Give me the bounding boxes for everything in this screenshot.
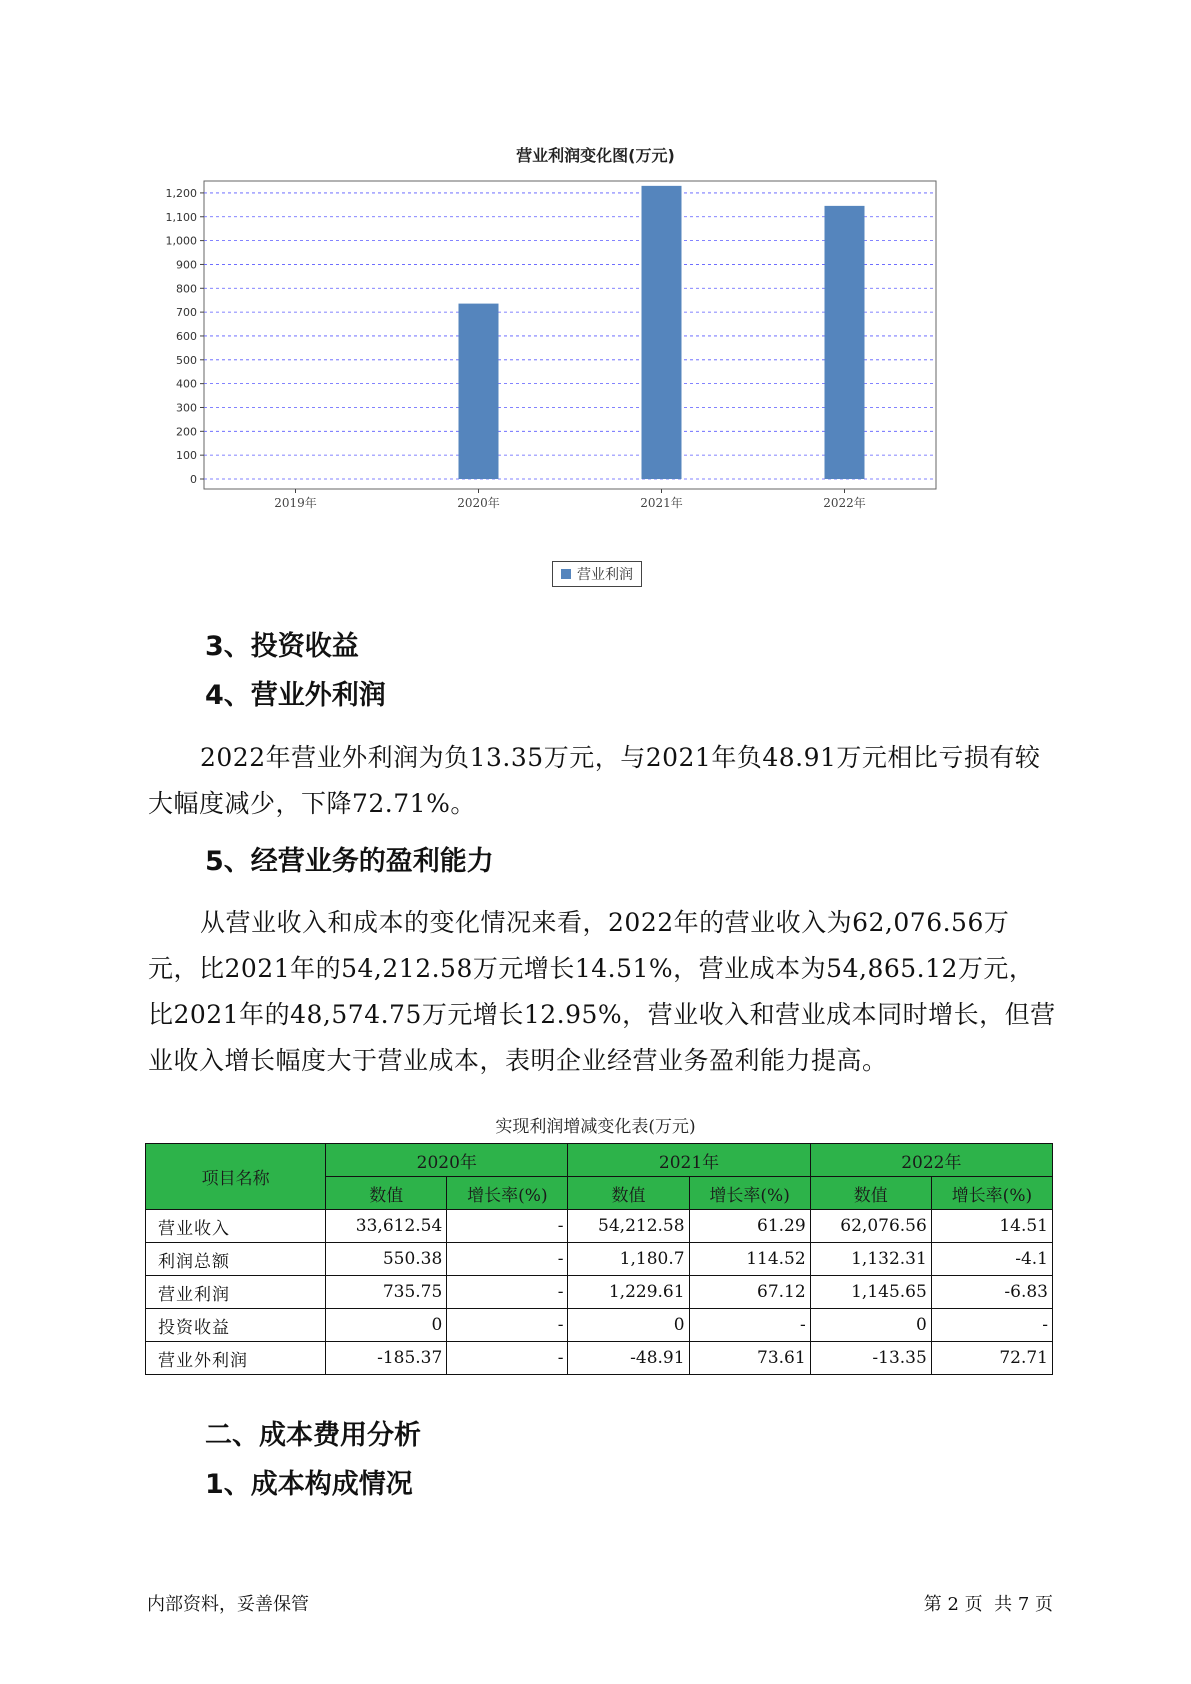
y-tick-label: 300 <box>176 401 197 415</box>
cell-growth-rate: - <box>447 1276 568 1309</box>
row-label: 营业利润 <box>146 1276 326 1309</box>
cell-value: 33,612.54 <box>326 1210 447 1243</box>
cell-value: 54,212.58 <box>568 1210 689 1243</box>
x-tick-label: 2021年 <box>640 496 683 510</box>
section-5-paragraph: 从营业收入和成本的变化情况来看，2022年的营业收入为62,076.56万元，比2021年的54,212.58万元增长14.51%，营业成本为54,865.12万元，比2021年的48,574.75万元增长12.95%，营业收入和营业成本同时增长，但营业收入增长幅度大于营业成本，表明企业经营业务盈利能力提高。 <box>148 908 1056 1075</box>
cell-growth-rate: -6.83 <box>931 1276 1052 1309</box>
x-tick-label: 2020年 <box>457 496 500 510</box>
header-rate: 增长率(%) <box>447 1177 568 1210</box>
cell-growth-rate: 61.29 <box>689 1210 810 1243</box>
section-4-paragraph: 2022年营业外利润为负13.35万元，与2021年负48.91万元相比亏损有较大幅度减少，下降72.71%。 <box>148 743 1041 818</box>
y-tick-label: 400 <box>176 377 197 391</box>
y-tick-label: 900 <box>176 258 197 272</box>
profit-change-table <box>145 1143 1053 1375</box>
cell-value: 0 <box>326 1309 447 1342</box>
y-tick-label: 700 <box>176 306 197 320</box>
y-tick-label: 600 <box>176 329 197 343</box>
cell-value: 62,076.56 <box>810 1210 931 1243</box>
chart-title: 营业利润变化图(万元) <box>516 146 675 165</box>
cell-value: -48.91 <box>568 1342 689 1375</box>
cell-growth-rate: - <box>689 1309 810 1342</box>
cell-value: -13.35 <box>810 1342 931 1375</box>
cell-value: 0 <box>810 1309 931 1342</box>
cell-growth-rate: 114.52 <box>689 1243 810 1276</box>
cell-growth-rate: 72.71 <box>931 1342 1052 1375</box>
cell-growth-rate: - <box>447 1210 568 1243</box>
y-tick-label: 100 <box>176 449 197 463</box>
table-row <box>146 1276 1053 1309</box>
y-tick-label: 800 <box>176 282 197 296</box>
legend-label: 营业利润 <box>577 567 633 583</box>
cell-growth-rate: - <box>931 1309 1052 1342</box>
table-row <box>146 1342 1053 1375</box>
y-tick-label: 1,100 <box>165 210 197 224</box>
header-value: 数值 <box>568 1177 689 1210</box>
header-rate: 增长率(%) <box>931 1177 1052 1210</box>
y-tick-label: 1,000 <box>165 234 197 248</box>
y-tick-label: 200 <box>176 425 197 439</box>
y-tick-label: 1,200 <box>165 186 197 200</box>
row-label: 投资收益 <box>146 1309 326 1342</box>
section-5-title: 5、经营业务的盈利能力 <box>205 846 494 877</box>
table-caption: 实现利润增减变化表(万元) <box>495 1117 696 1137</box>
cell-growth-rate: 14.51 <box>931 1210 1052 1243</box>
header-year: 2022年 <box>810 1144 1052 1177</box>
cost-analysis-title: 二、成本费用分析 <box>205 1420 421 1451</box>
cell-value: 1,229.61 <box>568 1276 689 1309</box>
cell-growth-rate: - <box>447 1243 568 1276</box>
bar <box>825 206 865 479</box>
cell-value: 550.38 <box>326 1243 447 1276</box>
cell-growth-rate: - <box>447 1309 568 1342</box>
bar <box>642 186 682 479</box>
header-item-name: 项目名称 <box>146 1144 326 1210</box>
y-tick-label: 0 <box>190 473 197 486</box>
chart-canvas <box>0 0 1191 600</box>
header-year: 2020年 <box>326 1144 568 1177</box>
cell-growth-rate: -4.1 <box>931 1243 1052 1276</box>
footer-confidential: 内部资料，妥善保管 <box>147 1594 309 1615</box>
cell-value: 735.75 <box>326 1276 447 1309</box>
profit-chart <box>0 0 1191 600</box>
row-label: 营业收入 <box>146 1210 326 1243</box>
cost-structure-title: 1、成本构成情况 <box>205 1469 413 1500</box>
table-row <box>146 1309 1053 1342</box>
table-row <box>146 1210 1053 1243</box>
header-year: 2021年 <box>568 1144 810 1177</box>
cell-value: 0 <box>568 1309 689 1342</box>
cell-growth-rate: 73.61 <box>689 1342 810 1375</box>
header-rate: 增长率(%) <box>689 1177 810 1210</box>
y-tick-label: 500 <box>176 353 197 367</box>
legend-swatch <box>561 569 571 579</box>
row-label: 营业外利润 <box>146 1342 326 1375</box>
section-3-title: 3、投资收益 <box>205 631 359 662</box>
cell-value: 1,145.65 <box>810 1276 931 1309</box>
cell-value: 1,180.7 <box>568 1243 689 1276</box>
header-value: 数值 <box>326 1177 447 1210</box>
footer-page-number: 第 2 页 共 7 页 <box>923 1594 1053 1615</box>
x-tick-label: 2022年 <box>823 496 866 510</box>
table-row <box>146 1243 1053 1276</box>
section-4-title: 4、营业外利润 <box>205 680 386 711</box>
row-label: 利润总额 <box>146 1243 326 1276</box>
cell-value: 1,132.31 <box>810 1243 931 1276</box>
bar <box>459 304 499 479</box>
cell-value: -185.37 <box>326 1342 447 1375</box>
header-value: 数值 <box>810 1177 931 1210</box>
cell-growth-rate: - <box>447 1342 568 1375</box>
x-tick-label: 2019年 <box>274 496 317 510</box>
table-header-row <box>146 1144 1053 1177</box>
cell-growth-rate: 67.12 <box>689 1276 810 1309</box>
chart-legend <box>552 561 642 587</box>
